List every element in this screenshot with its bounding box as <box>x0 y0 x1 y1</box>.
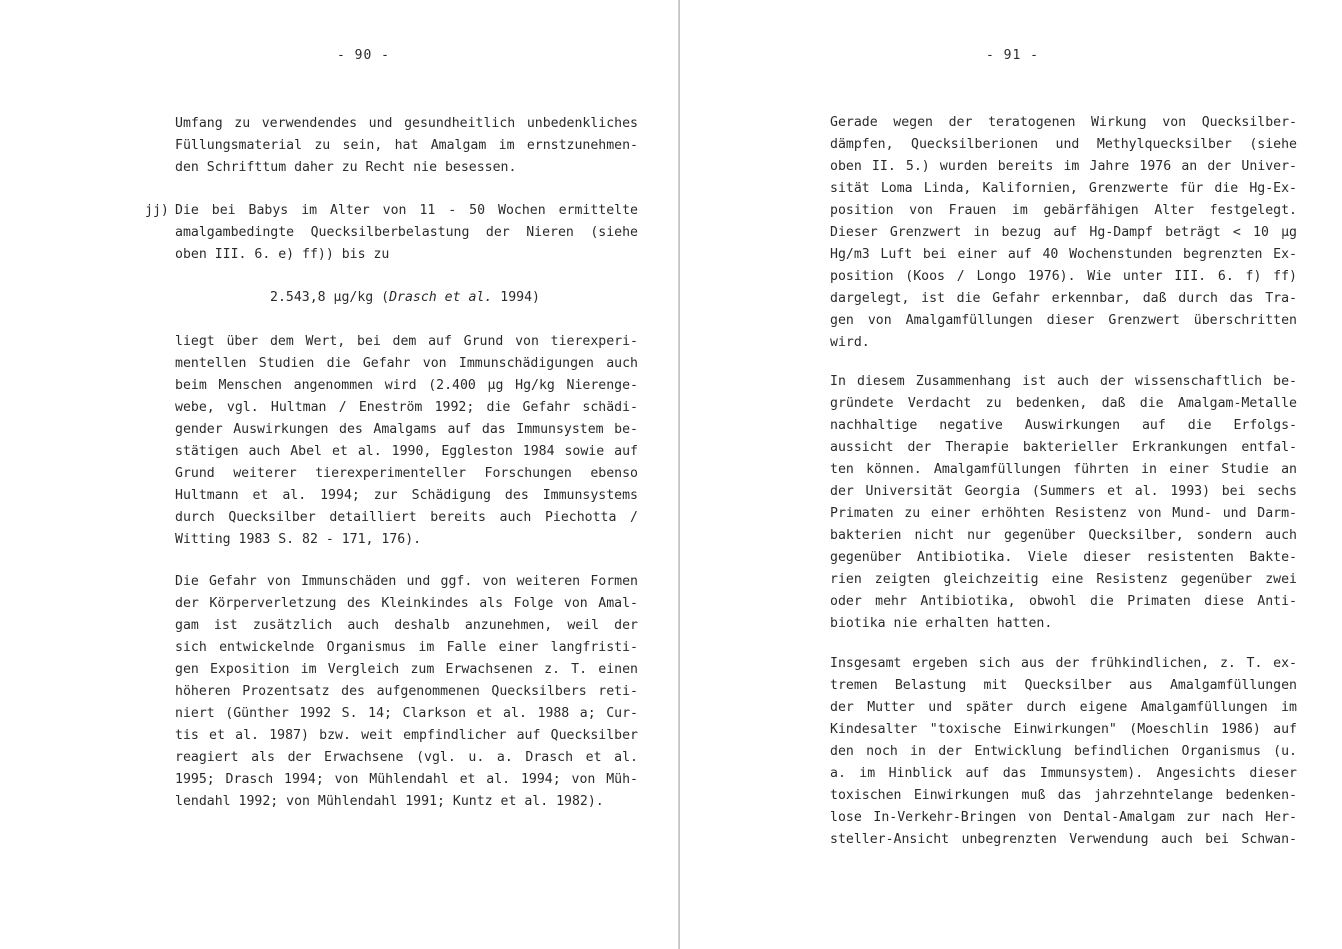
text-line: position von Frauen im gebärfähigen Alter festgelegt. <box>830 203 1297 218</box>
text-line: Primaten zu einer erhöhten Resistenz von Mund- und Darm- <box>830 506 1297 521</box>
right-paragraph-2 <box>830 371 1297 635</box>
text-line: Dieser Grenzwert in bezug auf Hg-Dampf beträgt < 10 µg <box>830 225 1297 240</box>
text-line: position (Koos / Longo 1976). Wie unter III. 6. f) ff) <box>830 269 1297 284</box>
text-line: sität Loma Linda, Kalifornien, Grenzwerte für die Hg-Ex- <box>830 181 1297 196</box>
text-line: gender Auswirkungen des Amalgams auf das Immunsystem be- <box>175 422 638 437</box>
text-line: Füllungsmaterial zu sein, hat Amalgam im ernstzunehmen- <box>175 138 638 153</box>
page-number-right: - 91 - <box>986 48 1039 63</box>
text-line: der Körperverletzung des Kleinkindes als Folge von Amal- <box>175 596 638 611</box>
text-line: niert (Günther 1992 S. 14; Clarkson et al. 1988 a; Cur- <box>175 706 638 721</box>
text-line: tremen Belastung mit Quecksilber aus Amalgamfüllungen <box>830 678 1297 693</box>
formula-value: 2.543,8 µg/kg ( <box>270 290 390 305</box>
text-line: den noch in der Entwicklung befindlichen Organismus (u. <box>830 744 1297 759</box>
text-line: ten können. Amalgamfüllungen führten in einer Studie an <box>830 462 1297 477</box>
text-line: gam ist zusätzlich auch deshalb anzunehmen, weil der <box>175 618 638 633</box>
text-line: toxischen Einwirkungen muß das jahrzehntelange bedenken- <box>830 788 1297 803</box>
text-line: Kindesalter "toxische Einwirkungen" (Moeschlin 1986) auf <box>830 722 1297 737</box>
text-line: bakterien nicht nur gegenüber Quecksilber, sondern auch <box>830 528 1297 543</box>
text-line: 1995; Drasch 1994; von Mühlendahl et al. 1994; von Müh- <box>175 772 638 787</box>
text-line: höheren Prozentsatz des aufgenommenen Quecksilbers reti- <box>175 684 638 699</box>
text-line: aussicht der Therapie bakterieller Erkrankungen entfal- <box>830 440 1297 455</box>
text-line: Die Gefahr von Immunschäden und ggf. von weiteren Formen <box>175 574 638 589</box>
text-line: Witting 1983 S. 82 - 171, 176). <box>175 532 422 547</box>
text-line: Grund weiterer tierexperimenteller Forschungen ebenso <box>175 466 638 481</box>
text-line: oben II. 5.) wurden bereits im Jahre 1976 an der Univer- <box>830 159 1297 174</box>
text-line: mentellen Studien die Gefahr von Immunschädigungen auch <box>175 356 638 371</box>
text-line: den Schrifttum daher zu Recht nie besessen. <box>175 160 517 175</box>
page-number-left: - 90 - <box>337 48 390 63</box>
left-paragraph-3 <box>175 331 638 551</box>
text-line: gegenüber Antibiotika. Viele dieser resistenten Bakte- <box>830 550 1297 565</box>
text-line: oben III. 6. e) ff)) bis zu <box>175 247 390 262</box>
text-line: stätigen auch Abel et al. 1990, Eggleston 1984 sowie auf <box>175 444 638 459</box>
text-line: tis et al. 1987) bzw. weit empfindlicher auf Quecksilber <box>175 728 638 743</box>
page-gutter <box>678 0 680 949</box>
text-line: rien zeigten gleichzeitig eine Resistenz gegenüber zwei <box>830 572 1297 587</box>
text-line: steller-Ansicht unbegrenzten Verwendung auch bei Schwan- <box>830 832 1297 847</box>
left-paragraph-2 <box>175 200 638 266</box>
text-line: webe, vgl. Hultman / Eneström 1992; die Gefahr schädi- <box>175 400 638 415</box>
text-line: Hg/m3 Luft bei einer auf 40 Wochenstunden begrenzten Ex- <box>830 247 1297 262</box>
text-line: dargelegt, ist die Gefahr erkennbar, daß durch das Tra- <box>830 291 1297 306</box>
text-line: gründete Verdacht zu bedenken, daß die Amalgam-Metalle <box>830 396 1297 411</box>
text-line: dämpfen, Quecksilberionen und Methylquecksilber (siehe <box>830 137 1297 152</box>
left-paragraph-4 <box>175 571 638 813</box>
right-paragraph-3 <box>830 653 1297 851</box>
right-paragraph-1 <box>830 112 1297 354</box>
text-line: der Mutter und später durch eigene Amalgamfüllungen im <box>830 700 1297 715</box>
text-line: Umfang zu verwendendes und gesundheitlich unbedenkliches <box>175 116 638 131</box>
text-line: sich entwickelnde Organismus im Falle einer langfristi- <box>175 640 638 655</box>
text-line: nachhaltige negative Auswirkungen auf die Erfolgs- <box>830 418 1297 433</box>
text-line: lose In-Verkehr-Bringen von Dental-Amalgam zur nach Her- <box>830 810 1297 825</box>
right-page <box>681 0 1342 949</box>
formula-year: 1994) <box>492 290 540 305</box>
text-line: a. im Hinblick auf das Immunsystem). Angesichts dieser <box>830 766 1297 781</box>
text-line: lendahl 1992; von Mühlendahl 1991; Kuntz et al. 1982). <box>175 794 604 809</box>
text-line: Gerade wegen der teratogenen Wirkung von Quecksilber- <box>830 115 1297 130</box>
formula-citation: Drasch et al. <box>389 290 493 305</box>
text-line: gen von Amalgamfüllungen dieser Grenzwert überschritten <box>830 313 1297 328</box>
item-label-jj: jj) <box>145 203 169 218</box>
text-line: liegt über dem Wert, bei dem auf Grund von tierexperi- <box>175 334 638 349</box>
text-line: Die bei Babys im Alter von 11 - 50 Wochen ermittelte <box>175 203 638 218</box>
text-line: durch Quecksilber detailliert bereits auch Piechotta / <box>175 510 638 525</box>
text-line: der Universität Georgia (Summers et al. 1993) bei sechs <box>830 484 1297 499</box>
text-line: amalgambedingte Quecksilberbelastung der Nieren (siehe <box>175 225 638 240</box>
text-line: oder mehr Antibiotika, obwohl die Primaten diese Anti- <box>830 594 1297 609</box>
text-line: wird. <box>830 335 870 350</box>
text-line: reagiert als der Erwachsene (vgl. u. a. Drasch et al. <box>175 750 638 765</box>
left-paragraph-1 <box>175 113 638 179</box>
text-line: Insgesamt ergeben sich aus der frühkindlichen, z. T. ex- <box>830 656 1297 671</box>
text-line: gen Exposition im Vergleich zum Erwachsenen z. T. einen <box>175 662 638 677</box>
formula-line <box>270 287 540 309</box>
text-line: In diesem Zusammenhang ist auch der wissenschaftlich be- <box>830 374 1297 389</box>
text-line: Hultmann et al. 1994; zur Schädigung des Immunsystems <box>175 488 638 503</box>
text-line: biotika nie erhalten hatten. <box>830 616 1053 631</box>
text-line: beim Menschen angenommen wird (2.400 µg Hg/kg Nierenge- <box>175 378 638 393</box>
